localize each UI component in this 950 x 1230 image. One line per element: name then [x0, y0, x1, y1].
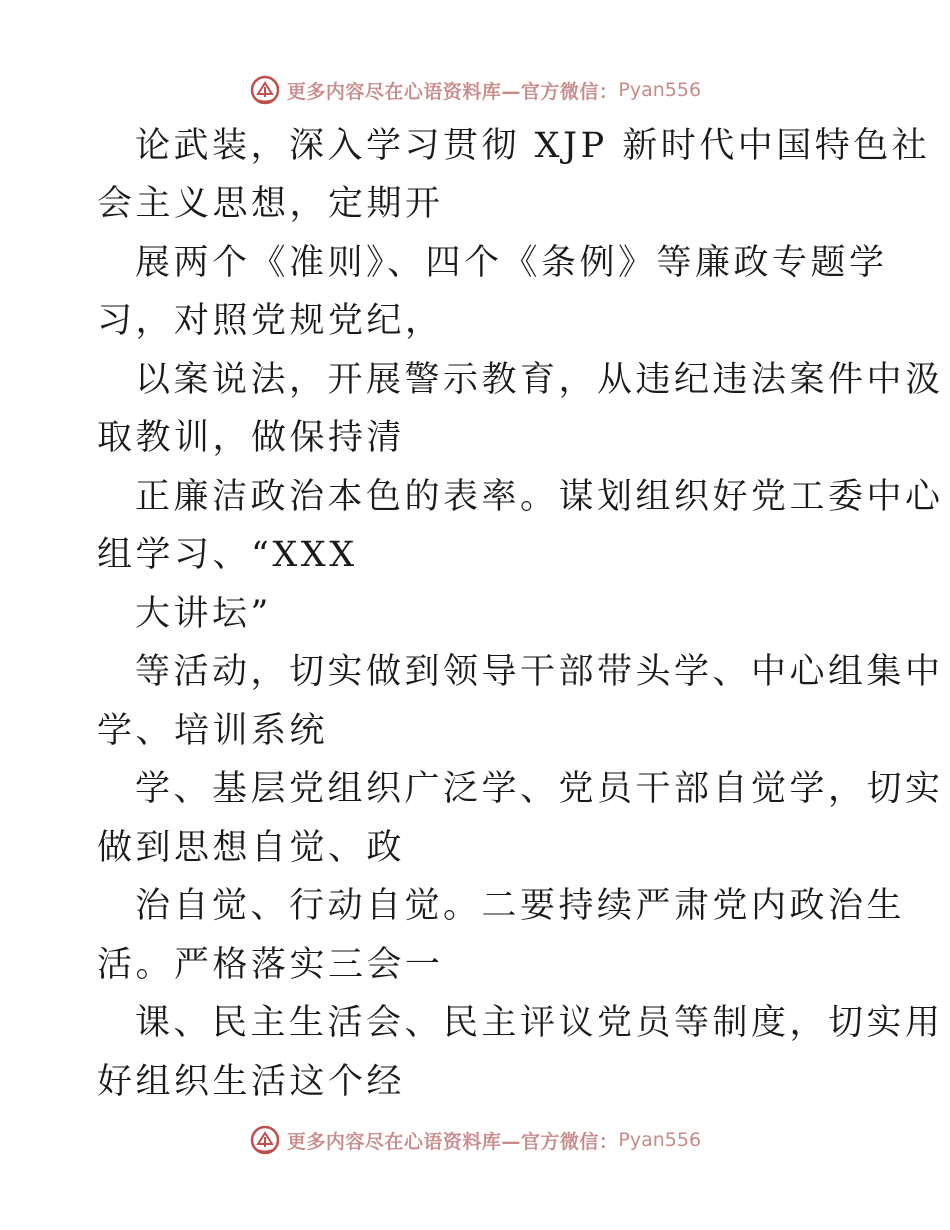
- watermark-handle: Pyan556: [618, 79, 702, 101]
- text-line: 活。严格落实三会一: [97, 945, 444, 985]
- text-line: 课、民主生活会、民主评议党员等制度，切实用: [135, 1003, 944, 1043]
- text-line: 学、培训系统: [97, 711, 329, 751]
- text-line: 好组织生活这个经: [97, 1062, 406, 1102]
- watermark-text: 更多内容尽在心语资料库—官方微信：: [286, 1130, 619, 1153]
- text-line: 做到思想自觉、政: [97, 828, 406, 868]
- stamp-seal-icon: [249, 1124, 281, 1156]
- header-watermark: [0, 70, 950, 110]
- text-line: 学、基层党组织广泛学、党员干部自觉学，切实: [135, 769, 944, 809]
- text-line: 取教训，做保持清: [97, 418, 406, 458]
- stamp-seal-icon: [249, 74, 281, 106]
- footer-watermark: [0, 1120, 950, 1160]
- watermark-handle: Pyan556: [618, 1129, 702, 1151]
- text-line: 正廉洁政治本色的表率。谋划组织好党工委中心: [135, 477, 944, 517]
- text-line: 治自觉、行动自觉。二要持续严肃党内政治生: [135, 886, 906, 926]
- text-line: 以案说法，开展警示教育，从违纪违法案件中汲: [135, 360, 944, 400]
- text-line: 等活动，切实做到领导干部带头学、中心组集中: [135, 652, 944, 692]
- text-line: 组学习、“XXX: [97, 535, 358, 575]
- text-line: 展两个《准则》、四个《条例》等廉政专题学: [135, 243, 888, 283]
- text-line: 会主义思想，定期开: [97, 184, 444, 224]
- text-line: 大讲坛”: [135, 594, 272, 634]
- text-line: 论武装，深入学习贯彻 XJP 新时代中国特色社: [135, 126, 931, 166]
- text-line: 习，对照党规党纪，: [97, 301, 444, 341]
- watermark-text: 更多内容尽在心语资料库—官方微信：: [286, 80, 619, 103]
